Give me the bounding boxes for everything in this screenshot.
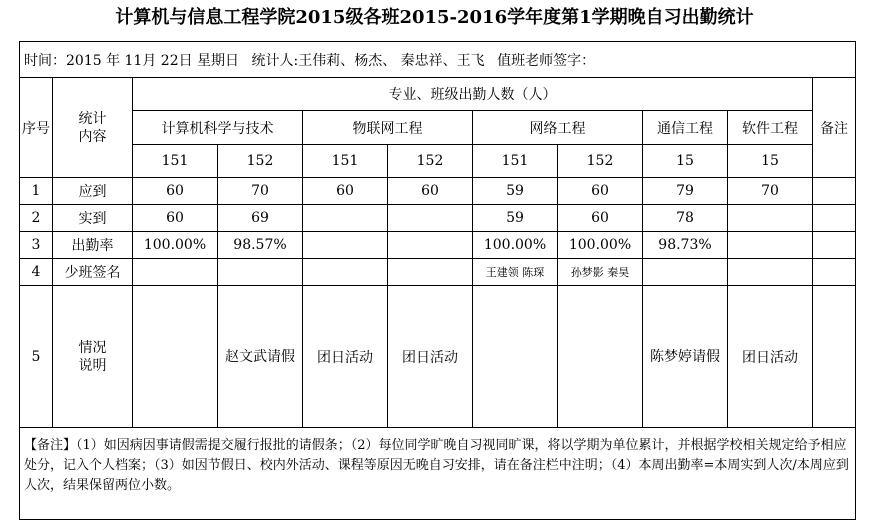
row-label: 情况说明: [53, 286, 133, 428]
row-cell: [133, 259, 218, 286]
notes-cell: 【备注】（1）如因病因事请假需提交履行报批的请假条；（2）每位同学旷晚自习视同旷课，将以学期为单位累计，并根据学校相关规定给予相应处分，记入个人档案；（3）如因节假日、校内外活动、课程等原因无晚自习安排，请在备注栏中注明；（4）本周出勤率=本周实到人次/本周应到人次，结果保留两位小数。: [20, 428, 856, 520]
row-cell: [728, 205, 813, 232]
row-label: 实到: [53, 205, 133, 232]
row-cell: 团日活动: [388, 286, 473, 428]
signature-cell: 王建领 陈琛: [473, 259, 558, 286]
row-cell: 100.00%: [473, 232, 558, 259]
row-label: 出勤率: [53, 232, 133, 259]
row-remark: [813, 232, 856, 259]
row-remark: [813, 286, 856, 428]
item-header: 统计内容: [53, 78, 133, 178]
row-label: 应到: [53, 178, 133, 205]
remarks-header: 备注: [813, 78, 856, 178]
row-cell: 70: [728, 178, 813, 205]
row-cell: 60: [558, 178, 643, 205]
row-cell: [473, 286, 558, 428]
row-cell: [643, 259, 728, 286]
row-cell: 98.73%: [643, 232, 728, 259]
row-cell: [558, 286, 643, 428]
class-header: 151: [133, 145, 218, 178]
row-cell: 70: [218, 178, 303, 205]
seq-header: 序号: [20, 78, 53, 178]
row-cell: 100.00%: [133, 232, 218, 259]
row-cell: [218, 259, 303, 286]
date-text: 时间：2015 年 11月 22日 星期日: [24, 52, 240, 69]
class-header: 152: [218, 145, 303, 178]
row-cell: 79: [643, 178, 728, 205]
row-cell: 78: [643, 205, 728, 232]
table-row: [20, 205, 856, 232]
page-title: 计算机与信息工程学院2015级各班2015-2016学年度第1学期晚自习出勤统计: [115, 7, 754, 28]
row-cell: 60: [133, 178, 218, 205]
row-cell: [728, 232, 813, 259]
row-cell: [388, 205, 473, 232]
row-seq: 2: [20, 205, 53, 232]
class-header: 15: [643, 145, 728, 178]
row-remark: [813, 205, 856, 232]
signature-cell: 孙梦影 秦昊: [558, 259, 643, 286]
row-cell: 60: [388, 178, 473, 205]
major-cs: 计算机科学与技术: [133, 111, 303, 145]
row-cell: 团日活动: [728, 286, 813, 428]
major-software: 软件工程: [728, 111, 813, 145]
row-cell: 100.00%: [558, 232, 643, 259]
row-cell: 69: [218, 205, 303, 232]
row-cell: 59: [473, 205, 558, 232]
row-cell: 60: [558, 205, 643, 232]
row-seq: 4: [20, 259, 53, 286]
table-row: [20, 259, 856, 286]
row-remark: [813, 259, 856, 286]
teacher-sign-text: 值班老师签字：: [497, 52, 596, 69]
table-row: [20, 178, 856, 205]
class-header: 151: [303, 145, 388, 178]
row-label: 少班签名: [53, 259, 133, 286]
row-seq: 1: [20, 178, 53, 205]
row-remark: [813, 178, 856, 205]
class-header: 15: [728, 145, 813, 178]
major-comm: 通信工程: [643, 111, 728, 145]
row-cell: [303, 232, 388, 259]
row-seq: 5: [20, 286, 53, 428]
class-header: 152: [558, 145, 643, 178]
row-cell: [388, 232, 473, 259]
info-row: [20, 42, 856, 78]
row-cell: 团日活动: [303, 286, 388, 428]
row-cell: [133, 286, 218, 428]
counters-text: 统计人:王伟莉、杨杰、 秦忠祥、王飞: [251, 52, 485, 69]
row-cell: 98.57%: [218, 232, 303, 259]
table-row: [20, 232, 856, 259]
row-seq: 3: [20, 232, 53, 259]
class-header: 151: [473, 145, 558, 178]
row-cell: 陈梦婷请假: [643, 286, 728, 428]
row-cell: 59: [473, 178, 558, 205]
row-cell: [303, 259, 388, 286]
major-iot: 物联网工程: [303, 111, 473, 145]
row-cell: [303, 205, 388, 232]
row-cell: 60: [303, 178, 388, 205]
row-cell: [388, 259, 473, 286]
class-header: 152: [388, 145, 473, 178]
major-network: 网络工程: [473, 111, 643, 145]
group-header: 专业、班级出勤人数（人）: [133, 78, 813, 111]
row-cell: 赵文武请假: [218, 286, 303, 428]
row-cell: 60: [133, 205, 218, 232]
table-row: [20, 286, 856, 428]
row-cell: [728, 259, 813, 286]
attendance-table: [19, 41, 856, 520]
